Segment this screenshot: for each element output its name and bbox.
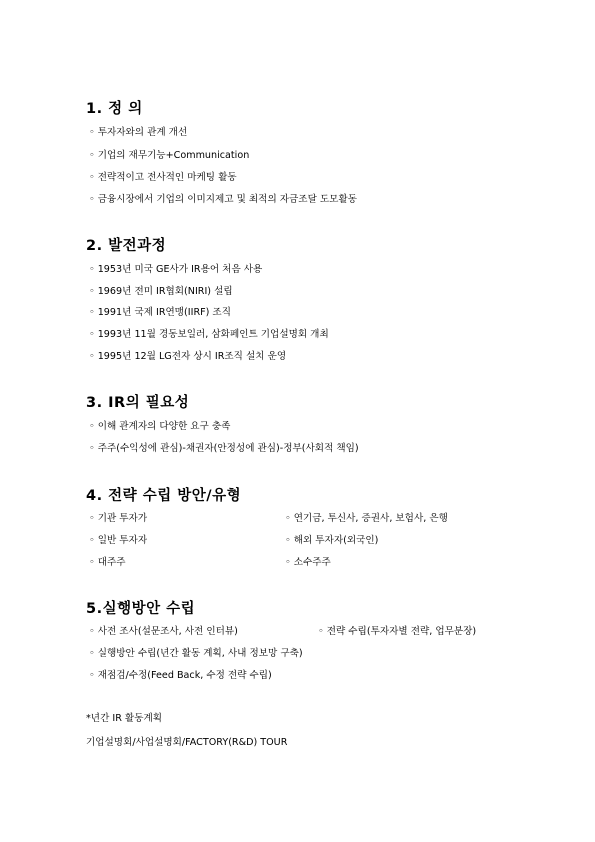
section-3-item-2: ◦ 주주(수익성에 관심)-채권자(안정성에 관심)-정부(사회적 책임) [89,443,359,454]
section-2-item-4: ◦ 1993년 11월 경동보일러, 삼화페인트 기업설명회 개최 [89,329,329,340]
section-5-item-4: ◦ 재점검/수정(Feed Back, 수정 전략 수립) [89,670,272,681]
section-4-heading: 4. 전략 수립 방안/유형 [86,488,242,504]
section-5-heading: 5.실행방안 수립 [86,601,196,617]
section-5-item-3: ◦ 실행방안 수립(년간 활동 계획, 사내 정보망 구축) [89,648,303,659]
ir-event-list: 기업설명회/사업설명회/FACTORY(R&D) TOUR [86,737,288,748]
section-4-right-item-1: ◦ 연기금, 투신사, 증권사, 보험사, 은행 [285,513,448,524]
section-1-item-4: ◦ 금융시장에서 기업의 이미지제고 및 최적의 자금조달 도모활동 [89,194,357,205]
section-4-right-item-3: ◦ 소수주주 [285,557,331,568]
section-1-item-3: ◦ 전략적이고 전사적인 마케팅 활동 [89,172,237,183]
section-1-item-1: ◦ 투자자와의 관계 개선 [89,127,188,138]
section-2-item-2: ◦ 1969년 전미 IR협회(NIRI) 설립 [89,286,233,297]
section-2-item-1: ◦ 1953년 미국 GE사가 IR용어 처음 사용 [89,264,263,275]
annual-ir-plan-label: *년간 IR 활동계획 [86,713,162,724]
section-3-item-1: ◦ 이해 관계자의 다양한 요구 충족 [89,421,231,432]
section-5-item-1: ◦ 사전 조사(설문조사, 사전 인터뷰) [89,626,238,637]
section-4-left-item-2: ◦ 일반 투자자 [89,535,148,546]
section-3-heading: 3. IR의 필요성 [86,395,190,411]
section-4-left-item-3: ◦ 대주주 [89,557,126,568]
section-2-item-3: ◦ 1991년 국제 IR연맹(IIRF) 조직 [89,307,231,318]
section-2-item-5: ◦ 1995년 12월 LG전자 상시 IR조직 설치 운영 [89,351,287,362]
section-1-heading: 1. 정 의 [86,101,143,117]
section-2-heading: 2. 발전과정 [86,238,167,254]
section-5-item-2: ◦ 전략 수립(투자자별 전략, 업무분장) [318,626,477,637]
section-1-item-2: ◦ 기업의 재무기능+Communication [89,150,250,161]
section-4-right-item-2: ◦ 해외 투자자(외국인) [285,535,379,546]
section-4-left-item-1: ◦ 기관 투자가 [89,513,148,524]
